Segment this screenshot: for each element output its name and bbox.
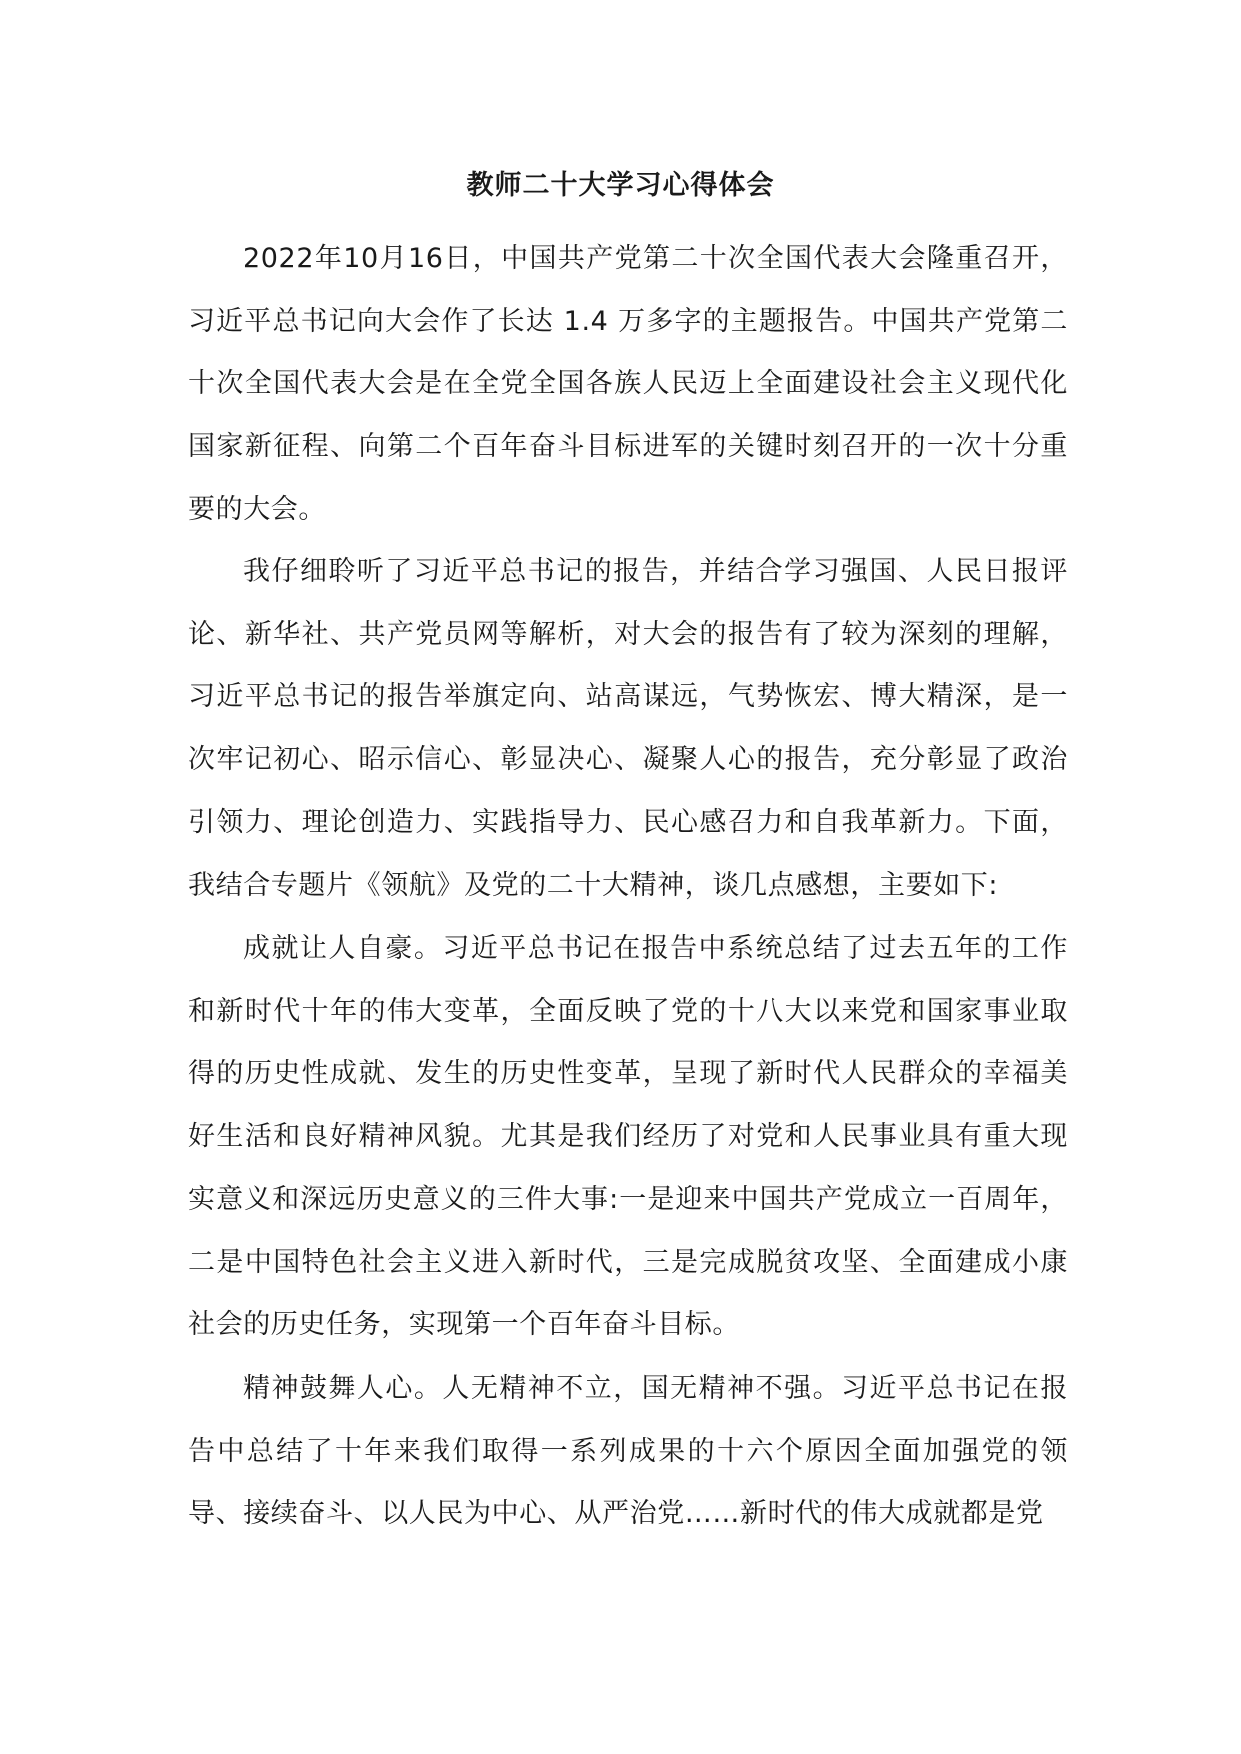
paragraph-spirit: 精神鼓舞人心。人无精神不立，国无精神不强。习近平总书记在报告中总结了十年来我们取得一系列成果的十六个原因全面加强党的领导、接续奋斗、以人民为中心、从严治党……新时代的伟大成就都是党: [188, 1373, 1068, 1530]
paragraph-achievements: 成就让人自豪。习近平总书记在报告中系统总结了过去五年的工作和新时代十年的伟大变革，全面反映了党的十八大以来党和国家事业取得的历史性成就、发生的历史性变革，呈现了新时代人民群众的幸福美好生活和良好精神风貌。尤其是我们经历了对党和人民事业具有重大现实意义和深远历史意义的三件大事:一是迎来中国共产党成立一百周年，二是中国特色社会主义进入新时代，三是完成脱贫攻坚、全面建成小康社会的历史任务，实现第一个百年奋斗目标。: [188, 933, 1068, 1341]
document-title: 教师二十大学习心得体会: [466, 170, 775, 201]
paragraph-report-understanding: 我仔细聆听了习近平总书记的报告，并结合学习强国、人民日报评论、新华社、共产党员网等解析，对大会的报告有了较为深刻的理解，习近平总书记的报告举旗定向、站高谋远，气势恢宏、博大精深，是一次牢记初心、昭示信心、彰显决心、凝聚人心的报告，充分彰显了政治引领力、理论创造力、实践指导力、民心感召力和自我革新力。下面，我结合专题片《领航》及党的二十大精神，谈几点感想，主要如下:: [188, 556, 1068, 901]
paragraph-congress-opening: 2022年10月16日，中国共产党第二十次全国代表大会隆重召开，习近平总书记向大会作了长达 1.4 万多字的主题报告。中国共产党第二十次全国代表大会是在全党全国各族人民迈上全面建设社会主义现代化国家新征程、向第二个百年奋斗目标进军的关键时刻召开的一次十分重要的大会。: [188, 243, 1068, 525]
